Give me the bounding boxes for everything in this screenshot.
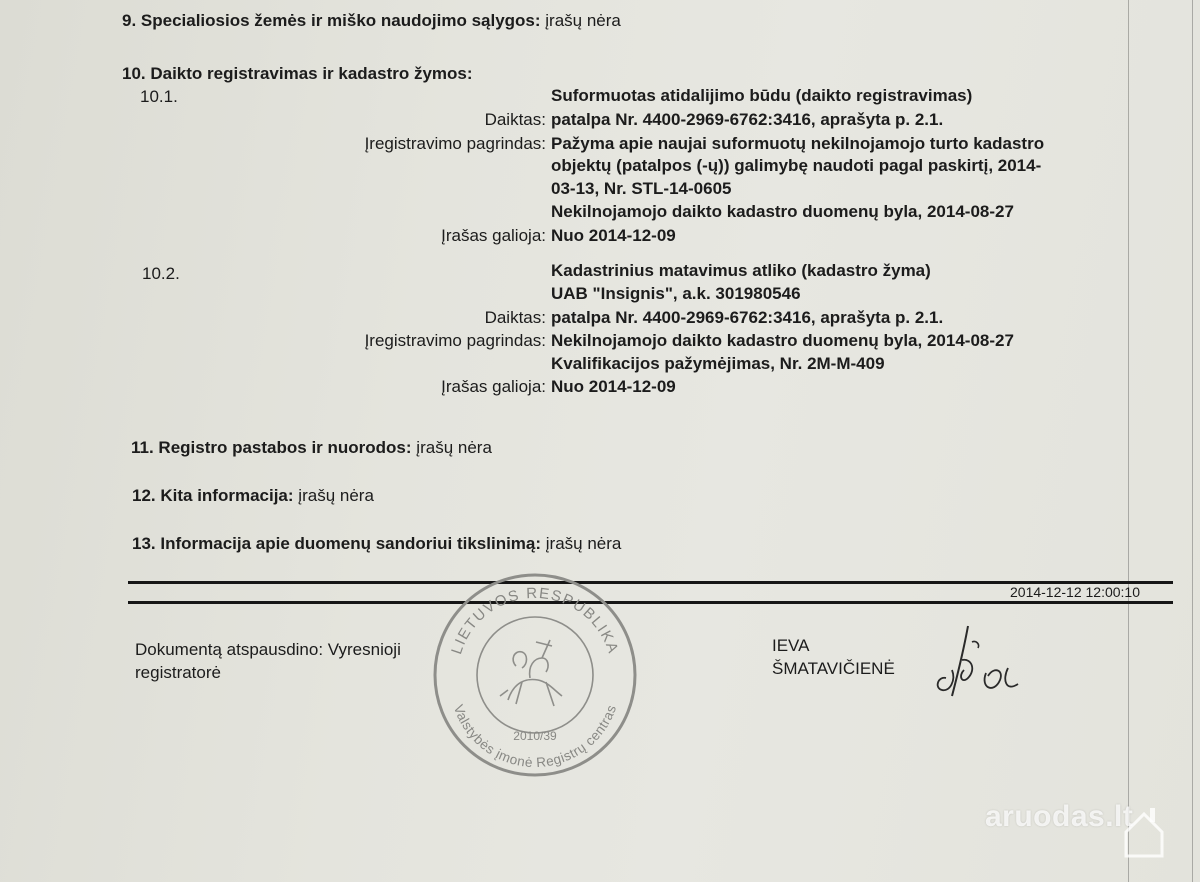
entry-10-1-galioja-label: Įrašas galioja: [441,226,546,245]
section-12-value: įrašų nėra [298,486,374,505]
section-13 [132,534,621,554]
entry-10-2-title: Kadastrinius matavimus atliko (kadastro žyma) [551,261,931,280]
house-logo-icon [1122,804,1166,860]
watermark-text: aruodas.lt [985,800,1134,833]
entry-10-2-pagrindas-line: Nekilnojamojo daikto kadastro duomenų byla, 2014-08-27 [551,331,1014,350]
entry-10-1-pagrindas-line: Pažyma apie naujai suformuotų nekilnojamojo turto kadastro [551,134,1045,153]
entry-10-2-galioja-value: Nuo 2014-12-09 [551,377,676,396]
section-10-heading: 10. Daikto registravimas ir kadastro žymos: [122,64,473,83]
entry-10-2-daiktas-label: Daiktas: [484,308,546,327]
section-9 [122,11,621,31]
entry-10-1-pagrindas-label: Įregistravimo pagrindas: [364,134,546,153]
seal-code: 2010/39 [513,729,557,743]
entry-10-1-number: 10.1. [140,87,178,106]
section-11-heading: 11. Registro pastabos ir nuorodos: [131,438,412,457]
entry-10-1-galioja-value: Nuo 2014-12-09 [551,226,676,245]
handwritten-signature [928,618,1038,708]
section-9-value: įrašų nėra [545,11,621,30]
entry-10-2-number: 10.2. [142,264,180,283]
entry-10-1-daiktas-value: patalpa Nr. 4400-2969-6762:3416, aprašyta p. 2.1. [551,110,944,129]
entry-10-2-pagrindas-label: Įregistravimo pagrindas: [364,331,546,350]
page-edge-line [1128,0,1129,882]
entry-10-2-daiktas-value: patalpa Nr. 4400-2969-6762:3416, aprašyta p. 2.1. [551,308,944,327]
entry-10-1-title: Suformuotas atidalijimo būdu (daikto registravimas) [551,86,973,105]
separator-line [128,601,1173,604]
entry-10-1-pagrindas-line: Nekilnojamojo daikto kadastro duomenų byla, 2014-08-27 [551,202,1014,221]
seal-bottom-text: Valstybės įmonė Registrų centras [450,702,620,771]
entry-10-1-pagrindas-line: 03-13, Nr. STL-14-0605 [551,179,732,198]
section-13-value: įrašų nėra [545,534,622,553]
seal-stamp [430,570,640,780]
section-12 [132,486,374,506]
section-12-heading: 12. Kita informacija: [132,486,294,505]
entry-10-2-pagrindas-line: Kvalifikacijos pažymėjimas, Nr. 2M-M-409 [551,354,885,373]
entry-10-1-daiktas-label: Daiktas: [484,110,546,129]
section-13-heading: 13. Informacija apie duomenų sandoriui tikslinimą: [132,534,542,553]
entry-10-2-galioja-label: Įrašas galioja: [441,377,546,396]
coat-of-arms-icon [500,640,562,706]
printed-by-line1: Dokumentą atspausdino: Vyresnioji [135,640,401,659]
registrar-first-name: IEVA [772,636,810,655]
section-9-heading: 9. Specialiosios žemės ir miško naudojimo sąlygos: [122,11,541,30]
printed-by-line2: registratorė [135,663,221,682]
print-timestamp: 2014-12-12 12:00:10 [1010,584,1140,600]
entry-10-2-title2: UAB "Insignis", a.k. 301980546 [551,284,801,303]
section-11 [131,438,492,458]
registrar-last-name: ŠMATAVIČIENĖ [772,659,895,678]
page-edge-line [1192,0,1193,882]
entry-10-1-pagrindas-line: objektų (patalpos (-ų)) galimybę naudoti pagal paskirtį, 2014- [551,156,1042,175]
seal-top-text: LIETUVOS RESPUBLIKA [448,584,622,657]
section-11-value: įrašų nėra [416,438,492,457]
